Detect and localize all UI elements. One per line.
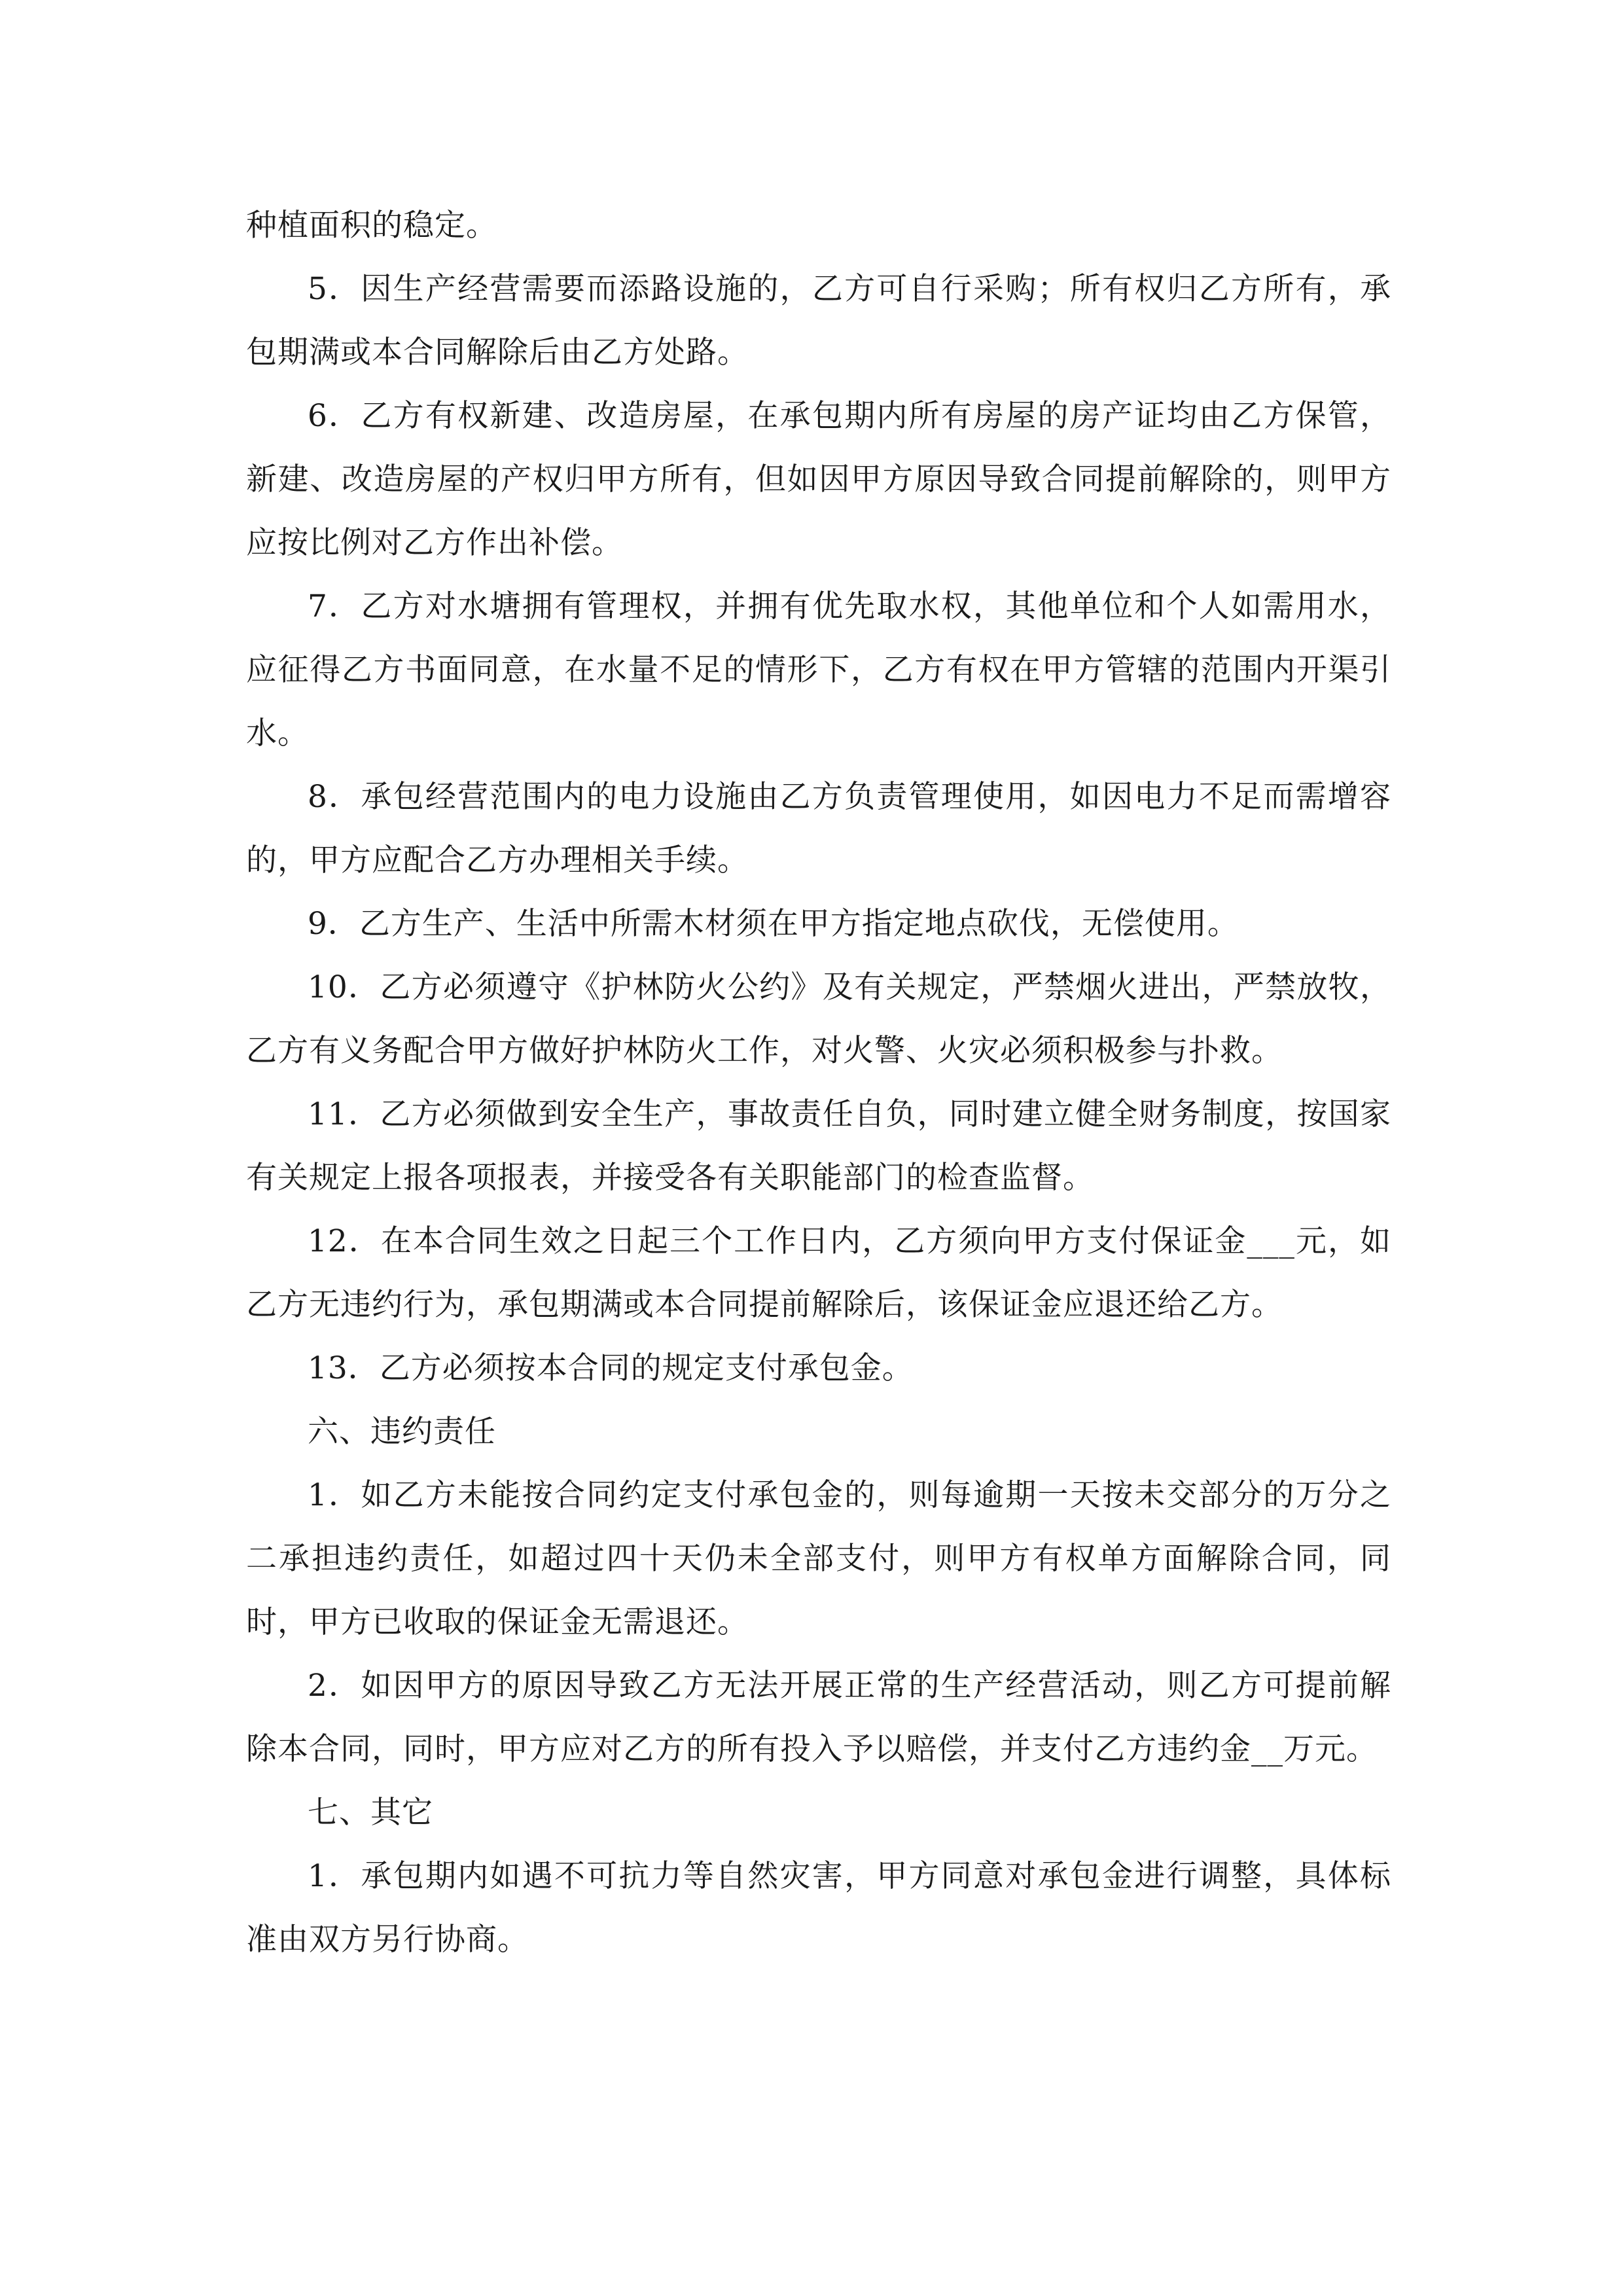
liability-clause-1-paragraph: 1．如乙方未能按合同约定支付承包金的，则每逾期一天按未交部分的万分之二承担违约责任，如超过四十天仍未全部支付，则甲方有权单方面解除合同，同时，甲方已收取的保证金无需退还。 (246, 1477, 1391, 1640)
clause-10-paragraph: 10．乙方必须遵守《护林防火公约》及有关规定，严禁烟火进出，严禁放牧，乙方有义务配合甲方做好护林防火工作，对火警、火灾必须积极参与扑救。 (246, 969, 1391, 1069)
clause-6-paragraph: 6．乙方有权新建、改造房屋，在承包期内所有房屋的房产证均由乙方保管，新建、改造房屋的产权归甲方所有，但如因甲方原因导致合同提前解除的，则甲方应按比例对乙方作出补偿。 (246, 398, 1391, 561)
clause-5-paragraph: 5．因生产经营需要而添路设施的，乙方可自行采购；所有权归乙方所有，承包期满或本合同解除后由乙方处路。 (246, 271, 1391, 370)
clause-13-paragraph: 13．乙方必须按本合同的规定支付承包金。 (308, 1350, 914, 1386)
section-heading-liability: 六、违约责任 (308, 1414, 496, 1450)
clause-12-paragraph: 12．在本合同生效之日起三个工作日内，乙方须向甲方支付保证金___元，如乙方无违约行为，承包期满或本合同提前解除后，该保证金应退还给乙方。 (246, 1223, 1391, 1323)
section-heading-other: 七、其它 (308, 1795, 433, 1831)
clause-9-paragraph: 9．乙方生产、生活中所需木材须在甲方指定地点砍伐，无偿使用。 (308, 906, 1239, 942)
clause-7-paragraph: 7．乙方对水塘拥有管理权，并拥有优先取水权，其他单位和个人如需用水，应征得乙方书面同意，在水量不足的情形下，乙方有权在甲方管辖的范围内开渠引水。 (246, 588, 1391, 751)
document-body (246, 194, 1391, 1971)
other-clause-1-paragraph: 1．承包期内如遇不可抗力等自然灾害，甲方同意对承包金进行调整，具体标准由双方另行协商。 (246, 1858, 1391, 1958)
paragraph-continuation: 种植面积的稳定。 (246, 207, 497, 243)
clause-8-paragraph: 8．承包经营范围内的电力设施由乙方负责管理使用，如因电力不足而需增容的，甲方应配合乙方办理相关手续。 (246, 779, 1391, 878)
clause-11-paragraph: 11．乙方必须做到安全生产，事故责任自负，同时建立健全财务制度，按国家有关规定上报各项报表，并接受各有关职能部门的检查监督。 (246, 1096, 1391, 1196)
liability-clause-2-paragraph: 2．如因甲方的原因导致乙方无法开展正常的生产经营活动，则乙方可提前解除本合同，同时，甲方应对乙方的所有投入予以赔偿，并支付乙方违约金__万元。 (246, 1668, 1391, 1767)
